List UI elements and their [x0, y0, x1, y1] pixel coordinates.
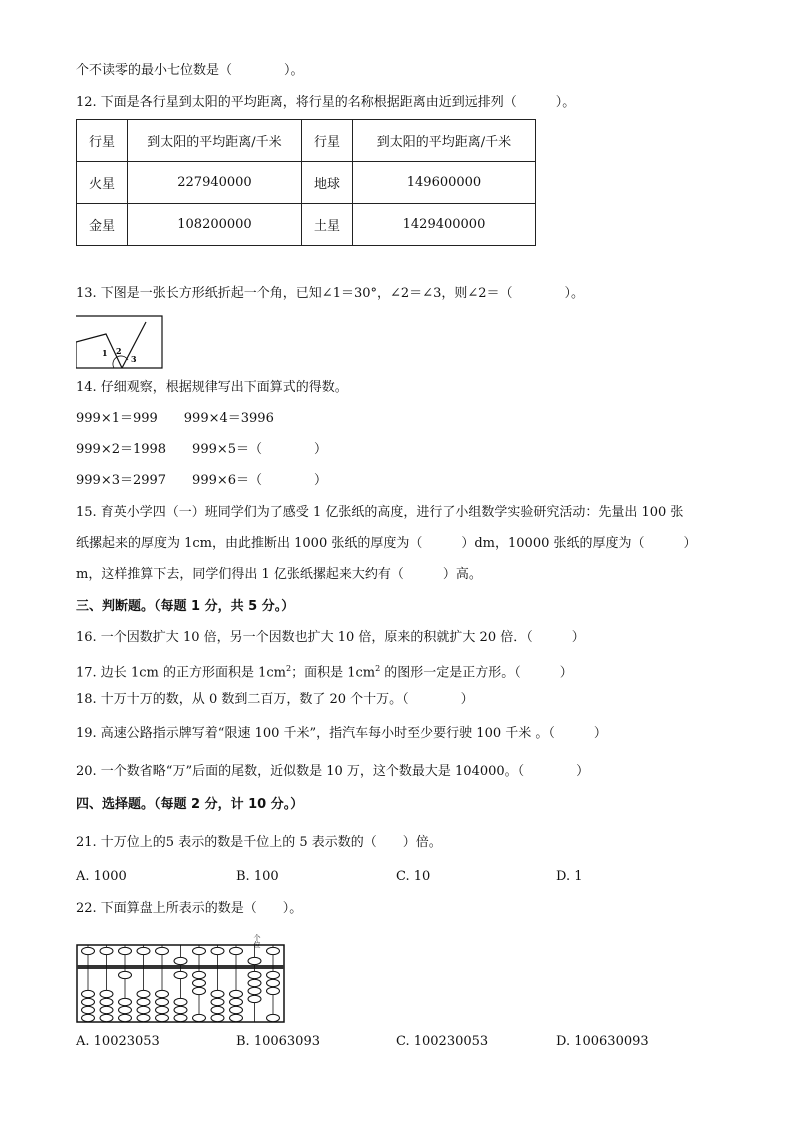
question-21: 21. 十万位上的5 表示的数是千位上的 5 表示数的（ ）倍。 [76, 835, 442, 850]
abacus-upper-bead [137, 947, 150, 954]
folded-paper-figure [76, 312, 164, 370]
table-header: 到太阳的平均距离/千米 [128, 120, 302, 162]
question-13: 13. 下图是一张长方形纸折起一个角，已知∠1＝30°，∠2＝∠3，则∠2＝（ ）。 [76, 286, 585, 301]
abacus-lower-bead [211, 1006, 224, 1013]
question-21-options [76, 869, 716, 884]
table-cell: 金星 [77, 204, 128, 246]
superscript: 2 [375, 664, 381, 673]
abacus-lower-bead [156, 1006, 169, 1013]
equation-line: 999×3＝2997 999×6＝（ ） [76, 473, 328, 488]
abacus-lower-bead [193, 979, 206, 986]
question-17 [76, 660, 573, 682]
question-20: 20. 一个数省略“万”后面的尾数，近似数是 10 万，这个数最大是 104000。（ ） [76, 764, 590, 779]
abacus-lower-bead [100, 1006, 113, 1013]
option-c[interactable]: C. 100230053 [396, 1034, 489, 1049]
abacus-lower-bead [193, 987, 206, 994]
abacus-lower-bead [137, 998, 150, 1005]
abacus-lower-bead [137, 990, 150, 997]
angle-label: 3 [131, 354, 137, 364]
abacus-upper-bead [267, 947, 280, 954]
abacus-lower-bead [137, 1014, 150, 1021]
section-4-heading: 四、选择题。（每题 2 分，计 10 分。） [76, 797, 304, 812]
abacus-lower-bead [230, 1014, 243, 1021]
abacus-lower-bead [137, 1006, 150, 1013]
question-15-cont: m，这样推算下去，同学们得出 1 亿张纸摞起来大约有（ ）高。 [76, 567, 482, 582]
angle-label: 2 [116, 346, 122, 356]
abacus-lower-bead [230, 1006, 243, 1013]
question-22-options [76, 1034, 716, 1049]
abacus-lower-bead [82, 1014, 95, 1021]
abacus-lower-bead [119, 1014, 132, 1021]
option-b[interactable]: B. 10063093 [236, 1034, 320, 1049]
abacus-lower-bead [267, 987, 280, 994]
abacus-lower-bead [230, 990, 243, 997]
abacus-upper-bead [156, 947, 169, 954]
abacus-lower-bead [230, 998, 243, 1005]
abacus-lower-bead [174, 1006, 187, 1013]
table-row [77, 204, 536, 246]
table-row [77, 162, 536, 204]
abacus-lower-bead [156, 990, 169, 997]
abacus-upper-bead [100, 947, 113, 954]
equation-line: 999×2＝1998 999×5＝（ ） [76, 442, 328, 457]
option-c[interactable]: C. 10 [396, 869, 431, 884]
question-17-part: 的图形一定是正方形。（ ） [380, 665, 573, 681]
abacus-lower-bead [119, 998, 132, 1005]
abacus-lower-bead [174, 971, 187, 978]
question-14: 14. 仔细观察，根据规律写出下面算式的得数。 [76, 380, 348, 395]
abacus-rods [82, 945, 280, 1022]
abacus-lower-bead [119, 1006, 132, 1013]
question-19: 19. 高速公路指示牌写着“限速 100 千米”，指汽车每小时至少要行驶 100 千米 。（ ） [76, 726, 607, 741]
abacus-upper-bead [248, 957, 261, 964]
table-cell: 土星 [302, 204, 353, 246]
option-d[interactable]: D. 1 [556, 869, 583, 884]
abacus-lower-bead [119, 971, 132, 978]
question-17-part: 17. 边长 1cm 的正方形面积是 1cm [76, 665, 286, 681]
abacus-lower-bead [82, 998, 95, 1005]
abacus-lower-bead [248, 979, 261, 986]
abacus-lower-bead [100, 990, 113, 997]
abacus-lower-bead [211, 998, 224, 1005]
text-line: 个不读零的最小七位数是（ ）。 [76, 63, 304, 78]
abacus-lower-bead [174, 1014, 187, 1021]
abacus-upper-bead [230, 947, 243, 954]
table-header: 行星 [77, 120, 128, 162]
option-a[interactable]: A. 1000 [76, 869, 127, 884]
abacus-upper-bead [193, 947, 206, 954]
question-17-part: ；面积是 1cm [291, 665, 376, 681]
abacus-lower-bead [82, 990, 95, 997]
table-header: 到太阳的平均距离/千米 [353, 120, 536, 162]
table-cell: 1429400000 [353, 204, 536, 246]
table-cell: 火星 [77, 162, 128, 204]
abacus-unit-label: 个位 [253, 934, 261, 948]
question-18: 18. 十万十万的数，从 0 数到二百万，数了 20 个十万。（ ） [76, 692, 474, 707]
table-cell: 227940000 [128, 162, 302, 204]
question-15-cont: 纸摞起来的厚度为 1cm，由此推断出 1000 张纸的厚度为（ ）dm，10000 张纸的厚度为（ ） [76, 536, 697, 551]
abacus-lower-bead [211, 1014, 224, 1021]
question-12: 12. 下面是各行星到太阳的平均距离，将行星的名称根据距离由近到远排列（ ）。 [76, 95, 576, 110]
abacus-lower-bead [248, 987, 261, 994]
abacus-upper-bead [119, 947, 132, 954]
table-cell: 108200000 [128, 204, 302, 246]
angle-label: 1 [102, 348, 108, 358]
table-header: 行星 [302, 120, 353, 162]
abacus-lower-bead [193, 971, 206, 978]
abacus-lower-bead [156, 998, 169, 1005]
abacus-lower-bead [193, 1014, 206, 1021]
abacus-lower-bead [100, 1014, 113, 1021]
section-3-heading: 三、判断题。（每题 1 分，共 5 分。） [76, 599, 295, 614]
question-15: 15. 育英小学四（一）班同学们为了感受 1 亿张纸的高度，进行了小组数学实验研究活动：先量出 100 张 [76, 505, 684, 520]
abacus-figure [76, 924, 286, 1024]
table-header-row [77, 120, 536, 162]
abacus-lower-bead [248, 971, 261, 978]
abacus-upper-bead [174, 957, 187, 964]
superscript: 2 [285, 664, 292, 673]
abacus-upper-bead [211, 947, 224, 954]
equation-line: 999×1＝999 999×4＝3996 [76, 411, 274, 426]
abacus-upper-bead [82, 947, 95, 954]
table-cell: 149600000 [353, 162, 536, 204]
question-16: 16. 一个因数扩大 10 倍，另一个因数也扩大 10 倍，原来的积就扩大 20 倍．（ ） [76, 630, 585, 645]
abacus-lower-bead [174, 998, 187, 1005]
abacus-lower-bead [267, 971, 280, 978]
question-22: 22. 下面算盘上所表示的数是（ ）。 [76, 901, 303, 916]
abacus-lower-bead [248, 995, 261, 1002]
option-b[interactable]: B. 100 [236, 869, 279, 884]
abacus-lower-bead [100, 998, 113, 1005]
abacus-lower-bead [267, 979, 280, 986]
abacus-lower-bead [211, 990, 224, 997]
option-a[interactable]: A. 10023053 [76, 1034, 160, 1049]
planet-distance-table [76, 119, 536, 246]
abacus-lower-bead [267, 1014, 280, 1021]
option-d[interactable]: D. 100630093 [556, 1034, 649, 1049]
table-cell: 地球 [302, 162, 353, 204]
abacus-lower-bead [82, 1006, 95, 1013]
abacus-lower-bead [156, 1014, 169, 1021]
